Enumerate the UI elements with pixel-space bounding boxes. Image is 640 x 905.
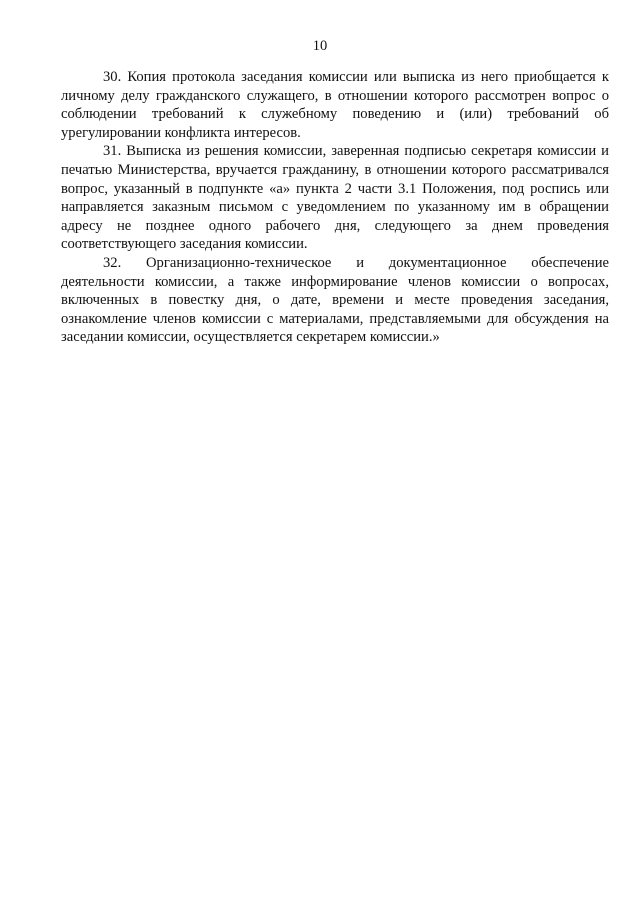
page-number: 10 (312, 38, 328, 54)
paragraph-30: 30. Копия протокола заседания комиссии или выписка из него приобщается к личному делу гражданского служащего, в отношении которого рассмотрен вопрос о соблюдении требований к служебному поведению и (или) требований об урегулировании конфликта интересов. (61, 69, 609, 141)
document-body (61, 68, 609, 347)
paragraph-31: 31. Выписка из решения комиссии, заверенная подписью секретаря комиссии и печатью Министерства, вручается гражданину, в отношении которого рассматривался вопрос, указанный в подпункте «а» пункта 2 части 3.1 Положения, под роспись или направляется заказным письмом с уведомлением по указанному им в обращении адресу не позднее одного рабочего дня, следующего за днем проведения соответствующего заседания комиссии. (61, 143, 609, 253)
paragraph-32: 32. Организационно-техническое и документационное обеспечение деятельности комиссии, а также информирование членов комиссии о вопросах, включенных в повестку дня, о дате, времени и месте проведения заседания, ознакомление членов комиссии с материалами, представляемыми для обсуждения на заседании комиссии, осуществляется секретарем комиссии.» (61, 254, 609, 346)
